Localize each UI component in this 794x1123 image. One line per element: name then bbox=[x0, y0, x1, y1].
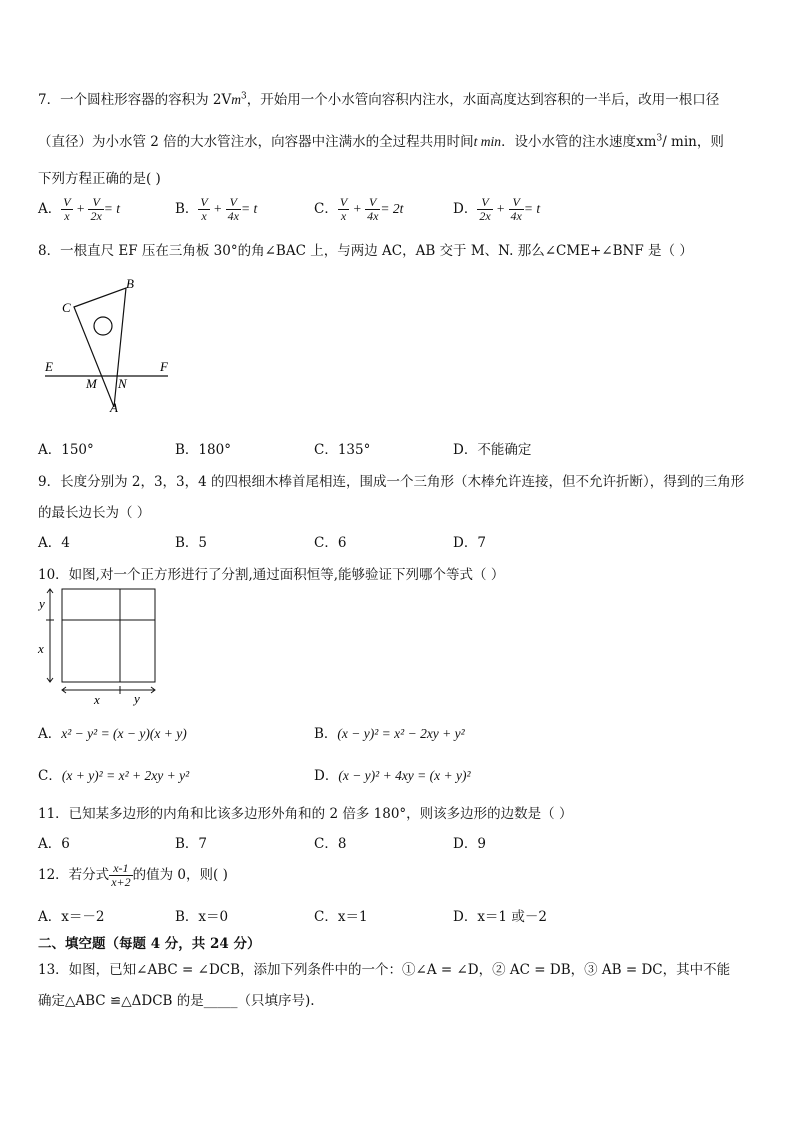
label-y-bottom: y bbox=[134, 691, 140, 706]
q9-line-1: 9．长度分别为 2，3，3，4 的四根细木棒首尾相连，围成一个三角形（木棒允许连接，但不允许折断），得到的三角形 bbox=[38, 474, 745, 490]
label-a: A bbox=[110, 400, 118, 415]
q11-option-c[interactable]: C．8 bbox=[314, 836, 347, 852]
q7-line-2: （直径）为小水管 2 倍的大水管注水，向容器中注满水的全过程共用时间t min．设小水管的注水速度$xm^3/$ min，则 bbox=[38, 133, 724, 150]
q7-speed-unit: xm bbox=[636, 134, 657, 150]
label-e: E bbox=[45, 359, 53, 374]
q9-line-2: 的最长边长为（ ） bbox=[38, 505, 151, 521]
q8-option-a[interactable]: A．150° bbox=[38, 442, 94, 458]
q11-option-a[interactable]: A．6 bbox=[38, 836, 70, 852]
q9-option-b[interactable]: B．5 bbox=[175, 535, 208, 551]
q8-option-c[interactable]: C．135° bbox=[314, 442, 371, 458]
label-x-bottom: x bbox=[94, 692, 100, 707]
q7-line-3: 下列方程正确的是( ) bbox=[38, 171, 161, 187]
q13-line-1: 13．如图，已知∠ABC = ∠DCB，添加下列条件中的一个：①∠A = ∠D，② AC = DB，③ AB = DC，其中不能 bbox=[38, 962, 731, 978]
q7-option-c[interactable]: C． $\frac{V}{x}$ + $\frac{V}{4x}$ = 2t bbox=[314, 195, 404, 223]
label-y-left: y bbox=[39, 596, 45, 611]
q10-option-d[interactable]: D．(x − y)² + 4xy = (x + y)² bbox=[314, 768, 471, 784]
q10-option-a[interactable]: A．x² − y² = (x − y)(x + y) bbox=[38, 726, 187, 742]
section-2-title: 二、填空题（每题 4 分，共 24 分） bbox=[38, 936, 261, 952]
label-b: B bbox=[126, 276, 134, 291]
q12-fraction: $\frac{x-1}{x+2}$ bbox=[111, 861, 131, 889]
q7-line-1: 7．一个圆柱形容器的容积为 2Vm$^3$，开始用一个小水管向容积内注水，水面高度达到容积的一半后，改用一根口径 bbox=[38, 91, 720, 108]
q9-option-c[interactable]: C．6 bbox=[314, 535, 347, 551]
q12-option-b[interactable]: B．x＝0 bbox=[175, 909, 229, 925]
q7-text-a: 7．一个圆柱形容器的容积为 2V bbox=[38, 92, 232, 108]
q8-option-b[interactable]: B．180° bbox=[175, 442, 231, 458]
q8-option-d[interactable]: D．不能确定 bbox=[453, 442, 532, 458]
q12-option-a[interactable]: A．x＝－2 bbox=[38, 909, 105, 925]
label-f: F bbox=[160, 359, 168, 374]
q8-text: 8．一根直尺 EF 压在三角板 30°的角∠BAC 上，与两边 AC，AB 交于 M、N. 那么∠CME+∠BNF 是（ ） bbox=[38, 243, 693, 259]
q9-option-d[interactable]: D．7 bbox=[453, 535, 486, 551]
label-x-left: x bbox=[38, 641, 44, 656]
q9-option-a[interactable]: A．4 bbox=[38, 535, 70, 551]
label-n: N bbox=[118, 376, 127, 391]
q11-option-b[interactable]: B．7 bbox=[175, 836, 208, 852]
q7-option-a[interactable]: A． $\frac{V}{x}$ + $\frac{V}{2x}$ = t bbox=[38, 195, 121, 223]
q8-figure bbox=[40, 272, 180, 422]
label-c: C bbox=[62, 300, 71, 315]
q12-line: 12．若分式 $\frac{x-1}{x+2}$ 的值为 0，则( ) bbox=[38, 861, 228, 889]
q7-time: t min bbox=[473, 134, 502, 149]
q12-option-c[interactable]: C．x＝1 bbox=[314, 909, 368, 925]
q7-text-b: ，开始用一个小水管向容积内注水，水面高度达到容积的一半后，改用一根口径 bbox=[246, 92, 720, 108]
q7-text-d: ．设小水管的注水速度 bbox=[501, 134, 637, 150]
q7-option-b[interactable]: B． $\frac{V}{x}$ + $\frac{V}{4x}$ = t bbox=[175, 195, 258, 223]
q7-text-e: / min，则 bbox=[662, 134, 724, 150]
q10-option-b[interactable]: B．(x − y)² = x² − 2xy + y² bbox=[314, 726, 465, 742]
q13-line-2: 确定△ABC ≌△ΔDCB 的是_____（只填序号). bbox=[38, 993, 315, 1009]
q11-text: 11．已知某多边形的内角和比该多边形外角和的 2 倍多 180°，则该多边形的边数是（ ） bbox=[38, 806, 573, 822]
label-m: M bbox=[86, 376, 97, 391]
q10-option-c[interactable]: C．(x + y)² = x² + 2xy + y² bbox=[38, 768, 190, 784]
q7-unit: m bbox=[231, 92, 241, 107]
q11-option-d[interactable]: D．9 bbox=[453, 836, 486, 852]
q7-option-d[interactable]: D． $\frac{V}{2x}$ + $\frac{V}{4x}$ = t bbox=[453, 195, 541, 223]
q10-text: 10．如图,对一个正方形进行了分割,通过面积恒等,能够验证下列哪个等式（ ） bbox=[38, 567, 505, 583]
q7-text-c: （直径）为小水管 2 倍的大水管注水，向容器中注满水的全过程共用时间 bbox=[38, 134, 474, 150]
q12-option-d[interactable]: D．x＝1 或－2 bbox=[453, 909, 547, 925]
q10-figure bbox=[36, 585, 166, 710]
square-outline bbox=[62, 589, 155, 682]
plate-hole-circle bbox=[94, 317, 112, 335]
